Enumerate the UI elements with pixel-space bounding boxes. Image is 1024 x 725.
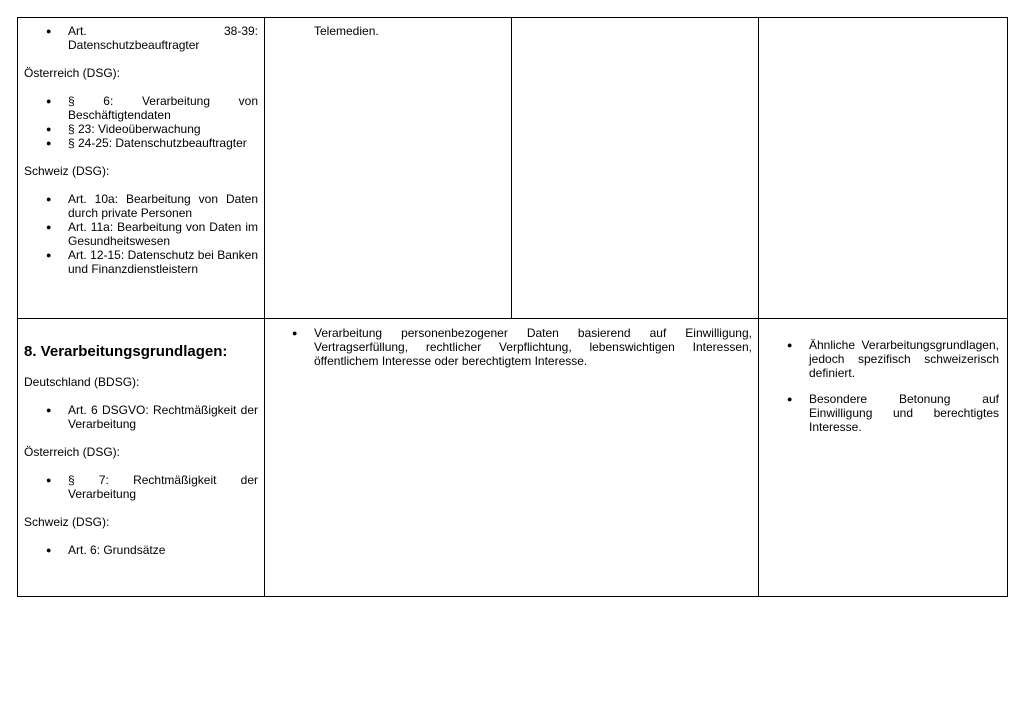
row2-ch-list: [24, 543, 258, 557]
table-border-middle: [17, 318, 1008, 319]
table-col-divider-1: [264, 17, 265, 597]
list-item: ● Art. 10a: Bearbeitung von Daten durch private Personen: [24, 192, 258, 220]
table-border-right: [1007, 17, 1008, 597]
table-border-left: [17, 17, 18, 597]
section-heading: 8. Verarbeitungsgrundlagen:: [24, 343, 228, 360]
table-border-bottom: [17, 596, 1008, 597]
row2-ch-label: Schweiz (DSG):: [24, 515, 110, 529]
table-border-top: [17, 17, 1008, 18]
row1-de-list: [24, 24, 258, 52]
row1-col2-text: Telemedien.: [314, 24, 379, 38]
row1-ch-list: [24, 192, 258, 276]
row2-merged-list: [270, 326, 752, 368]
row1-at-label: Österreich (DSG):: [24, 66, 121, 80]
row2-merged-cell: [270, 326, 752, 368]
list-item: ● Art. 6: Grundsätze: [24, 543, 258, 557]
list-item: ● § 7: Rechtmäßigkeit der Verarbeitung: [24, 473, 258, 501]
row2-de-label: Deutschland (BDSG):: [24, 375, 140, 389]
table-col-divider-3: [758, 17, 759, 597]
list-item: ● Art. 6 DSGVO: Rechtmäßigkeit der Verarbeitung: [24, 403, 258, 431]
row1-at-list: [24, 94, 258, 150]
row2-at-list: [24, 473, 258, 501]
list-item: ● Art. 12-15: Datenschutz bei Banken und Finanzdienstleistern: [24, 248, 258, 276]
row2-de-list: [24, 403, 258, 431]
row1-ch-label: Schweiz (DSG):: [24, 164, 110, 178]
row1-col2-cell: [314, 24, 504, 38]
list-item: ● Besondere Betonung auf Einwilligung und berechtigtes Interesse.: [765, 392, 999, 434]
list-item: ● Art. 38-39: Datenschutzbeauftragter: [24, 24, 258, 52]
list-item: ● § 24-25: Datenschutzbeauftragter: [24, 136, 258, 150]
row2-ch-cell: [765, 338, 999, 434]
row2-ch-col-list: [765, 338, 999, 434]
list-item: ● § 23: Videoüberwachung: [24, 122, 258, 136]
row2-at-label: Österreich (DSG):: [24, 445, 121, 459]
row2-law-cell: [24, 343, 258, 557]
list-item: ● § 6: Verarbeitung von Beschäftigtendaten: [24, 94, 258, 122]
list-item: ● Verarbeitung personenbezogener Daten basierend auf Einwilligung, Vertragserfüllung, rechtlicher Verpflichtung, lebenswichtigen Interessen, öffentlichem Interesse oder berechtigtem Interesse.: [270, 326, 752, 368]
list-item: ● Ähnliche Verarbeitungsgrundlagen, jedoch spezifisch schweizerisch definiert.: [765, 338, 999, 380]
row1-law-cell: [24, 24, 258, 276]
table-col-divider-2: [511, 17, 512, 319]
list-item: ● Art. 11a: Bearbeitung von Daten im Gesundheitswesen: [24, 220, 258, 248]
